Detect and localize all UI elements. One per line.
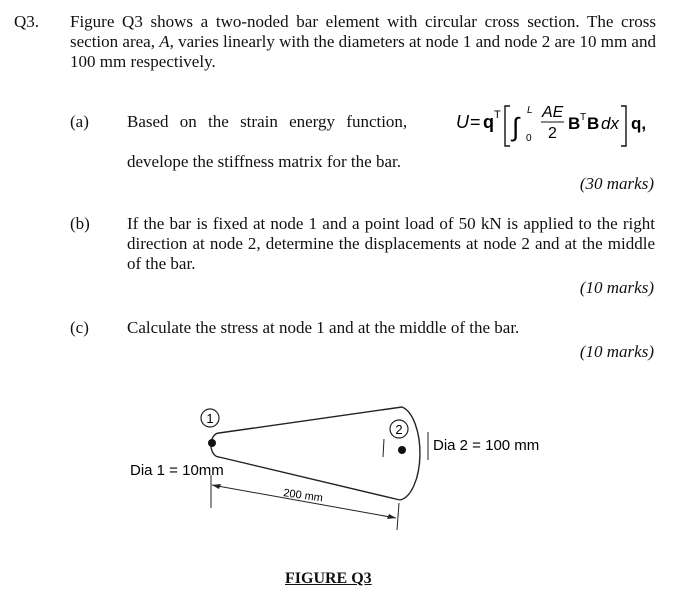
part-b-marks: (10 marks) bbox=[579, 278, 654, 297]
formula-tail: q, bbox=[631, 114, 647, 133]
formula-U: U bbox=[456, 112, 469, 132]
node-1-label: 1 bbox=[206, 411, 214, 426]
part-a-text: Based on the strain energy function, bbox=[127, 112, 408, 131]
formula-B2: B bbox=[587, 114, 600, 133]
formula-upper-limit: L bbox=[527, 105, 533, 116]
formula-q: q bbox=[483, 112, 494, 132]
formula-integral-icon: ∫ bbox=[512, 112, 520, 142]
bar-element-figure bbox=[0, 395, 700, 545]
part-b-label: (b) bbox=[70, 214, 90, 233]
node-1-dot bbox=[208, 439, 216, 447]
intro-text-2: , varies linearly with the diameters at node 1 and node 2 are 10 mm and 100 mm respectively. bbox=[70, 32, 656, 71]
formula-left-bracket bbox=[505, 106, 510, 146]
node-2-dot bbox=[398, 446, 406, 454]
part-c-text: Calculate the stress at node 1 and at the middle of the bar. bbox=[127, 318, 520, 337]
dia-2-label: Dia 2 = 100 mm bbox=[433, 437, 540, 454]
intro-area-variable: A bbox=[159, 32, 170, 51]
part-a-label: (a) bbox=[70, 112, 89, 131]
question-number: Q3. bbox=[14, 12, 40, 31]
formula-lower-limit: 0 bbox=[526, 133, 532, 144]
node-2-label: 2 bbox=[395, 422, 403, 437]
node-2-tick bbox=[383, 439, 384, 457]
formula-numerator: AE bbox=[542, 104, 564, 121]
part-a-text-2: develope the stiffness matrix for the bar. bbox=[127, 152, 401, 171]
intro-text-1: Figure Q3 shows a two-noded bar element with circular cross section. The cross section area, bbox=[70, 12, 656, 51]
formula-equals: = bbox=[470, 112, 481, 132]
part-a-marks: (30 marks) bbox=[579, 174, 654, 193]
strain-energy-formula bbox=[452, 94, 662, 154]
formula-right-bracket bbox=[621, 106, 626, 146]
formula-dx: dx bbox=[601, 114, 619, 133]
part-c-label: (c) bbox=[70, 318, 89, 337]
formula-denominator: 2 bbox=[548, 125, 557, 142]
question-intro bbox=[70, 12, 656, 72]
length-label: 200 mm bbox=[282, 487, 324, 505]
part-b-text: If the bar is fixed at node 1 and a point load of 50 kN is applied to the right direction at node 2, determine the displacements at node 2 and at the middle of the bar. bbox=[127, 214, 655, 273]
formula-B1: B bbox=[568, 114, 581, 133]
bar-top-edge bbox=[219, 407, 402, 433]
part-c-marks: (10 marks) bbox=[579, 342, 654, 361]
formula-B-transpose: T bbox=[580, 112, 587, 123]
dia-1-label: Dia 1 = 10mm bbox=[130, 462, 224, 479]
dimension-right-extension bbox=[397, 503, 399, 530]
formula-q-transpose: T bbox=[494, 109, 501, 121]
figure-caption: FIGURE Q3 bbox=[285, 570, 372, 587]
